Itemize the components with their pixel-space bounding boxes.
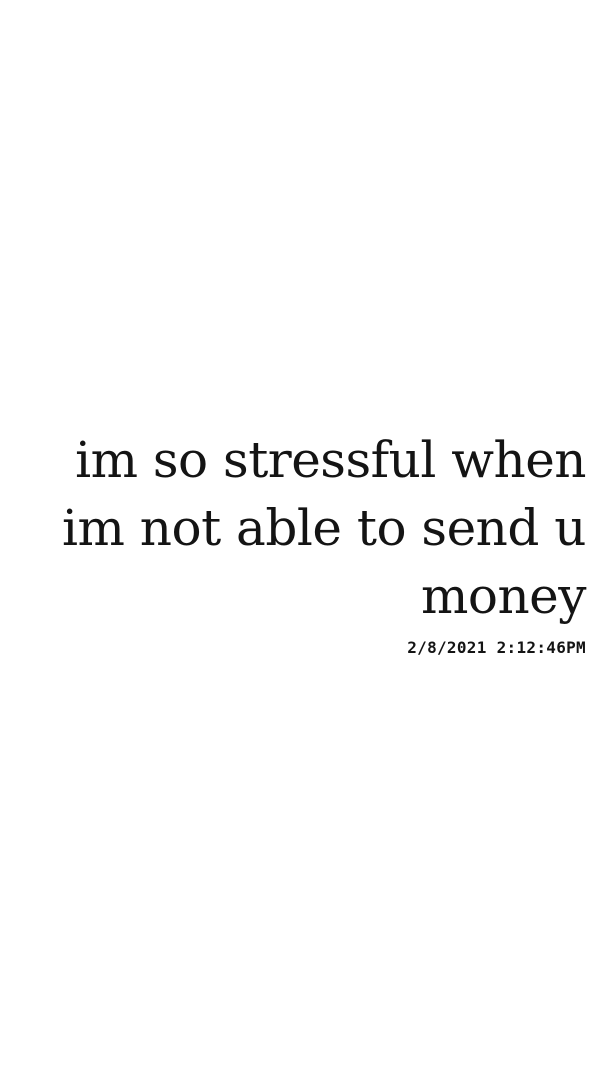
timestamp: 2/8/2021 2:12:46PM: [407, 638, 586, 657]
message-line-3: money: [420, 567, 586, 625]
message-block: [46, 426, 586, 658]
message-line-2: im not able to send u: [61, 499, 586, 557]
message-line-1: im so stressful when: [75, 431, 586, 489]
